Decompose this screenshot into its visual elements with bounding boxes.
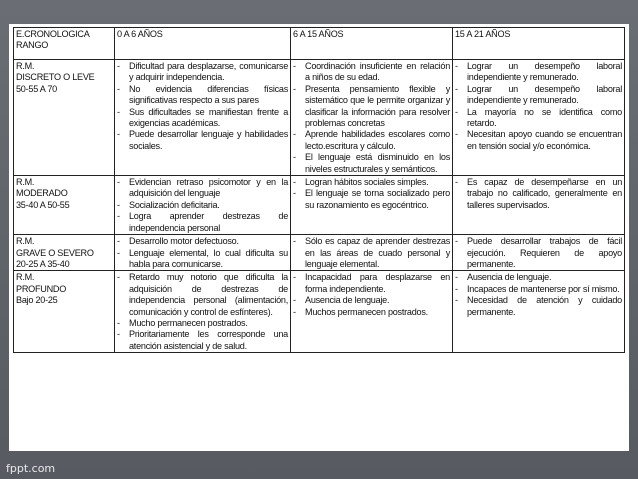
table-row-moderado [14, 176, 625, 235]
rango-line: PROFUNDO [16, 283, 67, 294]
header-row [14, 28, 625, 60]
bullet-list [293, 236, 450, 270]
header-age-0-6: 0 A 6 AÑOS [115, 28, 291, 60]
description-cell [115, 271, 291, 353]
description-cell [115, 176, 291, 235]
rango-line: DISCRETO O LEVE [16, 72, 95, 83]
list-item: - Mucho permanecen postrados. [117, 318, 288, 329]
list-item: - El lenguaje se torna socializado pero su razonamiento es egocéntrico. [293, 188, 450, 211]
rango-line: 35-40 A 50-55 [16, 199, 70, 210]
description-cell [453, 176, 625, 235]
slide [9, 24, 629, 451]
bullet-list [117, 272, 288, 352]
header-age-6-15: 6 A 15 AÑOS [291, 28, 453, 60]
rango-cell [14, 235, 115, 271]
rango-line: R.M. [16, 177, 35, 188]
list-item: - El lenguaje está disminuido en los niveles estructurales y semánticos. [293, 152, 450, 175]
rango-line: GRAVE O SEVERO [16, 247, 94, 258]
list-item: - Dificultad para desplazarse, comunicarse y adquirir independencia. [117, 61, 288, 84]
description-cell [453, 235, 625, 271]
list-item: - Presenta pensamiento flexible y sistemático que le permite organizar y clasificar la información para resolver problemas concretas [293, 84, 450, 130]
header-rango: E.CRONOLOGICA RANGO [14, 28, 115, 60]
bullet-list [293, 61, 450, 175]
table-row-severo [14, 235, 625, 271]
list-item: - Coordinación insuficiente en relación a niños de su edad. [293, 61, 450, 84]
list-item: - Necesitan apoyo cuando se encuentran en tensión social y/o económica. [455, 129, 622, 152]
list-item: - Es capaz de desempeñarse en un trabajo no calificado, generalmente en talleres supervisados. [455, 177, 622, 211]
list-item: - La mayoría no se identifica como retardo. [455, 107, 622, 130]
bullet-list [455, 272, 622, 318]
bullet-list [117, 177, 288, 234]
list-item: - Aprende habilidades escolares como lecto.escritura y cálculo. [293, 129, 450, 152]
list-item: - Puede desarrollar lenguaje y habilidades sociales. [117, 129, 288, 152]
list-item: - Ausencia de lenguaje. [455, 272, 622, 283]
list-item: - Incapacidad para desplazarse en forma independiente. [293, 272, 450, 295]
footer-credit: fppt.com [6, 462, 56, 475]
description-cell [291, 271, 453, 353]
list-item: - Desarrollo motor defectuoso. [117, 236, 288, 247]
rango-line: R.M. [16, 236, 35, 247]
rango-cell [14, 271, 115, 353]
list-item: - Puede desarrollar trabajos de fácil ejecución. Requieren de apoyo permanente. [455, 236, 622, 270]
description-cell [291, 60, 453, 176]
rango-line: R.M. [16, 272, 35, 283]
list-item: - Lenguaje elemental, lo cual dificulta su habla para comunicarse. [117, 248, 288, 271]
bullet-list [455, 61, 622, 152]
retardation-table [13, 27, 625, 353]
list-item: - Prioritariamente les corresponde una atención asistencial y de salud. [117, 329, 288, 352]
bullet-list [455, 236, 622, 270]
rango-line: Bajo 20-25 [16, 295, 58, 306]
header-age-15-21: 15 A 21 AÑOS [453, 28, 625, 60]
bullet-list [117, 61, 288, 152]
list-item: - Logra aprender destrezas de independencia personal [117, 211, 288, 234]
list-item: - Retardo muy notorio que dificulta la adquisición de destrezas de independencia personal (alimentación, comunicación y control de esfínteres). [117, 272, 288, 318]
list-item: - Lograr un desempeño laboral independiente y remunerado. [455, 61, 622, 84]
rango-line: R.M. [16, 61, 35, 71]
table-row-leve [14, 60, 625, 176]
list-item: - Necesidad de atención y cuidado permanente. [455, 295, 622, 318]
rango-line: MODERADO [16, 188, 68, 199]
description-cell [115, 60, 291, 176]
bullet-list [293, 177, 450, 211]
list-item: - Evidencian retraso psicomotor y en la adquisición del lenguaje [117, 177, 288, 200]
list-item: - Muchos permanecen postrados. [293, 307, 450, 318]
bullet-list [455, 177, 622, 211]
description-cell [291, 176, 453, 235]
description-cell [453, 60, 625, 176]
rango-line: 20-25 A 35-40 [16, 258, 70, 269]
list-item: - Lograr un desempeño laboral independiente y remunerado. [455, 84, 622, 107]
list-item: - Ausencia de lenguaje. [293, 295, 450, 306]
table-row-profundo [14, 271, 625, 353]
bullet-list [117, 236, 288, 270]
rango-cell [14, 176, 115, 235]
list-item: - No evidencia diferencias físicas significativas respecto a sus pares [117, 84, 288, 107]
description-cell [115, 235, 291, 271]
bullet-list [293, 272, 450, 318]
list-item: - Logran hábitos sociales simples. [293, 177, 450, 188]
list-item: - Sus dificultades se manifiestan frente a exigencias académicas. [117, 107, 288, 130]
rango-line: 50-55 A 70 [16, 83, 57, 94]
list-item: - Incapaces de mantenerse por sí mismo. [455, 284, 622, 295]
description-cell [453, 271, 625, 353]
rango-cell [14, 60, 115, 176]
description-cell [291, 235, 453, 271]
list-item: - Sólo es capaz de aprender destrezas en las áreas de cuado personal y lenguaje elemental. [293, 236, 450, 270]
list-item: - Socialización deficitaria. [117, 200, 288, 211]
